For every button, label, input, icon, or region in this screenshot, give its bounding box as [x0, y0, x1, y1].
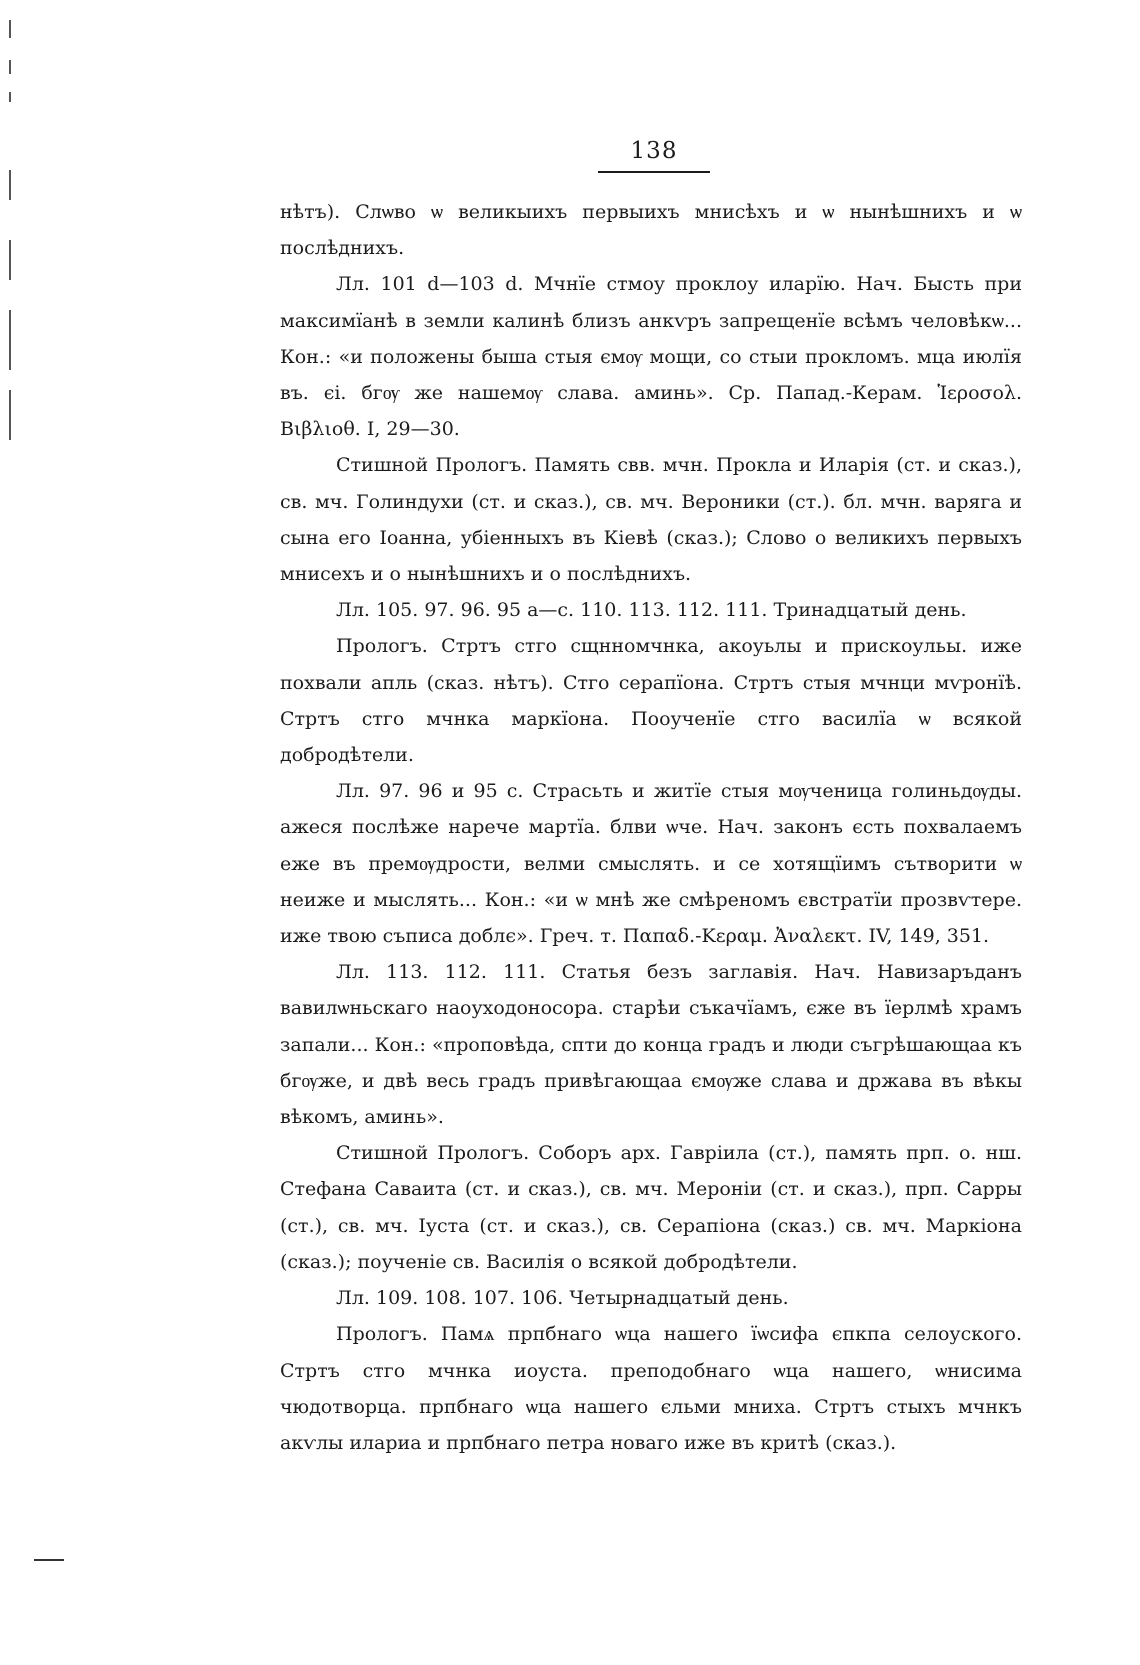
paragraph: Прологъ. Стртъ стго сщнномчнка, акоуьлы и прискоульы. иже похвали апль (сказ. нѣтъ). Стго серапїона. Стртъ стыя мчнци мѵронїѣ. Стртъ стго мчнка маркїона. Пооученїе стго василїа ѡ всякой добродѣтели. — [280, 635, 1022, 767]
paragraph: Прологъ. Памѧ прпбнаго ѡца нашего їѡсифа єпкпа селоуского. Стртъ стго мчнка иоуста. преподобнаго ѡца нашего, ѡнисима чюдотворца. прпбнаго ѡца нашего єльми мниха. Стртъ стыхъ мчнкъ акѵлы илариа и прпбнаго петра новаго иже въ критѣ (сказ.). — [280, 1323, 1022, 1454]
page-body — [280, 194, 1022, 1461]
page-header — [598, 136, 710, 173]
paragraph: Лл. 105. 97. 96. 95 a—c. 110. 113. 112. 111. Тринадцатый день. — [336, 599, 967, 622]
header-rule — [598, 171, 710, 173]
paragraph: Лл. 109. 108. 107. 106. Четырнадцатый день. — [336, 1287, 789, 1310]
paragraph: Лл. 97. 96 и 95 c. Страсьть и житїе стыя мѹченица голиньдѹды. ажеся послѣже нарече мартїа. блви ѡче. Нач. законъ єсть похвалаемъ еже въ премѹдрости, велми смыслять. и се хотящїимъ сътворити ѡ неиже и мыслять... Кон.: «и ѡ мнѣ же смѣреномъ євстратїи прозвѵтере. иже твою съписа доблє». Греч. т. Παπαδ.-Κεραμ. Ἀναλεκτ. IV, 149, 351. — [280, 780, 1022, 948]
paragraph-continuation: нѣтъ). Слѡво ѡ великыихъ первыихъ мнисѣхъ и ѡ нынѣшнихъ и ѡ послѣднихъ. — [280, 201, 1022, 260]
margin-dash — [34, 1559, 64, 1561]
paragraph: Стишной Прологъ. Память свв. мчн. Прокла и Иларія (ст. и сказ.), св. мч. Голиндухи (ст. и сказ.), св. мч. Вероники (ст.). бл. мчн. варяга и сына его Іоанна, убіенныхъ въ Кіевѣ (сказ.); Слово о великихъ первыхъ мнисехъ и о нынѣшнихъ и о послѣднихъ. — [280, 454, 1022, 586]
paragraph: Лл. 101 d—103 d. Мчнїе стмоу проклоу иларїю. Нач. Бысть при максимїанѣ в земли калинѣ близъ анкѵръ запрещенїе всѣмъ человѣкѡ... Кон.: «и положены быша стыя ємѹ мощи, со стыи прокломъ. мца июлїя въ. єі. бгѹ же нашемѹ слава. аминь». Ср. Папад.-Керам. Ἱεροσολ. Βιβλιοθ. I, 29—30. — [280, 273, 1022, 441]
page-number: 138 — [630, 138, 678, 164]
binding-margin-marks — [6, 20, 14, 440]
paragraph: Стишной Прологъ. Соборъ арх. Гавріила (ст.), память прп. о. нш. Стефана Саваита (ст. и сказ.), св. мч. Мероніи (ст. и сказ.), прп. Сарры (ст.), св. мч. Іуста (ст. и сказ.), св. Серапіона (сказ.) св. мч. Маркіона (сказ.); поученіе св. Василія о всякой добродѣтели. — [280, 1142, 1022, 1273]
paragraph: Лл. 113. 112. 111. Статья безъ заглавія. Нач. Навизаръданъ вавилѡньскаго наоуходоносора. старѣи съкачїамъ, єже въ їерлмѣ храмъ запали... Кон.: «проповѣда, спти до конца градъ и люди съгрѣшающаа къ бгѹже, и двѣ весь градъ привѣгающаа ємѹже слава и држава въ вѣкы вѣкомъ, аминь». — [280, 961, 1022, 1129]
